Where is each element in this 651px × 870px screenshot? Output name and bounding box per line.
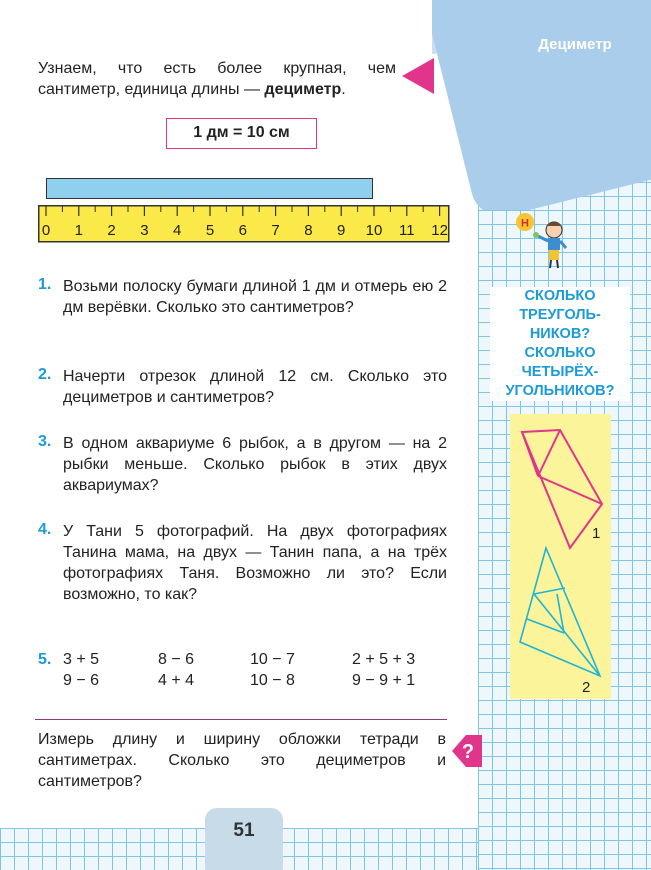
mascot-illustration [514,210,574,272]
expression: 3 + 5 [63,651,100,668]
svg-text:?: ? [461,741,475,763]
ruler-label: 9 [337,222,346,239]
homework-question: Измерь длину и ширину обложки тетради в сантиметрах. Сколько это дециметров и сантиметров? [38,731,446,790]
task-2-text: Начерти отрезок длиной 12 см. Сколько это дециметров и сантиметров? [63,368,447,406]
ruler-label: 4 [173,222,182,239]
ruler-label: 2 [107,222,116,239]
task-4-number: 4. [38,521,52,538]
intro-text: Узнаем, что есть более крупная, чем сантиметр, единица длины — дециметр. [38,60,396,98]
intro-term: дециметр [264,81,342,98]
topic-tab [432,0,651,210]
task-5-number: 5. [38,651,52,668]
formula-box: 1 дм = 10 см [166,118,317,149]
expression: 2 + 5 + 3 [352,651,416,668]
topic-title: Дециметр [538,36,612,53]
expression: 10 − 7 [250,651,295,668]
ruler-label: 12 [431,222,448,239]
figure-1-triangles [510,414,611,699]
page-number: 51 [205,808,283,870]
ruler-label: 1 [74,222,83,239]
figure-1-label: 1 [592,525,601,542]
ruler-label: 5 [205,222,215,239]
ruler-label: 11 [399,222,415,239]
task-2-number: 2. [38,366,52,383]
paper-strip [46,178,373,199]
expression: 4 + 4 [158,672,195,689]
expression: 8 − 6 [158,651,195,668]
task-1-text: Возьми полоску бумаги длиной 1 дм и отмерь ею 2 дм верёвки. Сколько это сантиметров? [63,278,447,316]
task-1-number: 1. [38,276,52,293]
task-3-number: 3. [38,433,52,450]
divider [35,719,447,720]
ruler-label: 6 [238,222,247,239]
task-4-text: У Тани 5 фотографий. На двух фотографиях Танина мама, на двух — Танин папа, а на трёх фотографиях Таня. Возможно ли это? Если возможно, то как? [63,523,447,603]
ruler-label: 8 [304,222,313,239]
figure-2-label: 2 [582,679,591,696]
sidebar-question: СКОЛЬКО ТРЕУГОЛЬ- НИКОВ? СКОЛЬКО ЧЕТЫРЁХ- УГОЛЬНИКОВ? [490,287,630,401]
expression: 10 − 8 [250,672,295,689]
task-3-text: В одном аквариуме 6 рыбок, а в другом — на 2 рыбки меньше. Сколько рыбок в этих двух аквариумах? [63,435,447,494]
expression: 9 − 6 [63,672,100,689]
ruler [38,205,450,243]
expression: 9 − 9 + 1 [352,672,416,689]
ruler-label: 10 [365,222,383,239]
svg-text:Н: Н [521,217,529,230]
pointer-arrow-icon [400,56,436,96]
question-mark-icon [446,731,484,771]
ruler-label: 3 [140,222,149,239]
ruler-label: 7 [271,222,280,239]
ruler-label: 0 [41,222,51,239]
